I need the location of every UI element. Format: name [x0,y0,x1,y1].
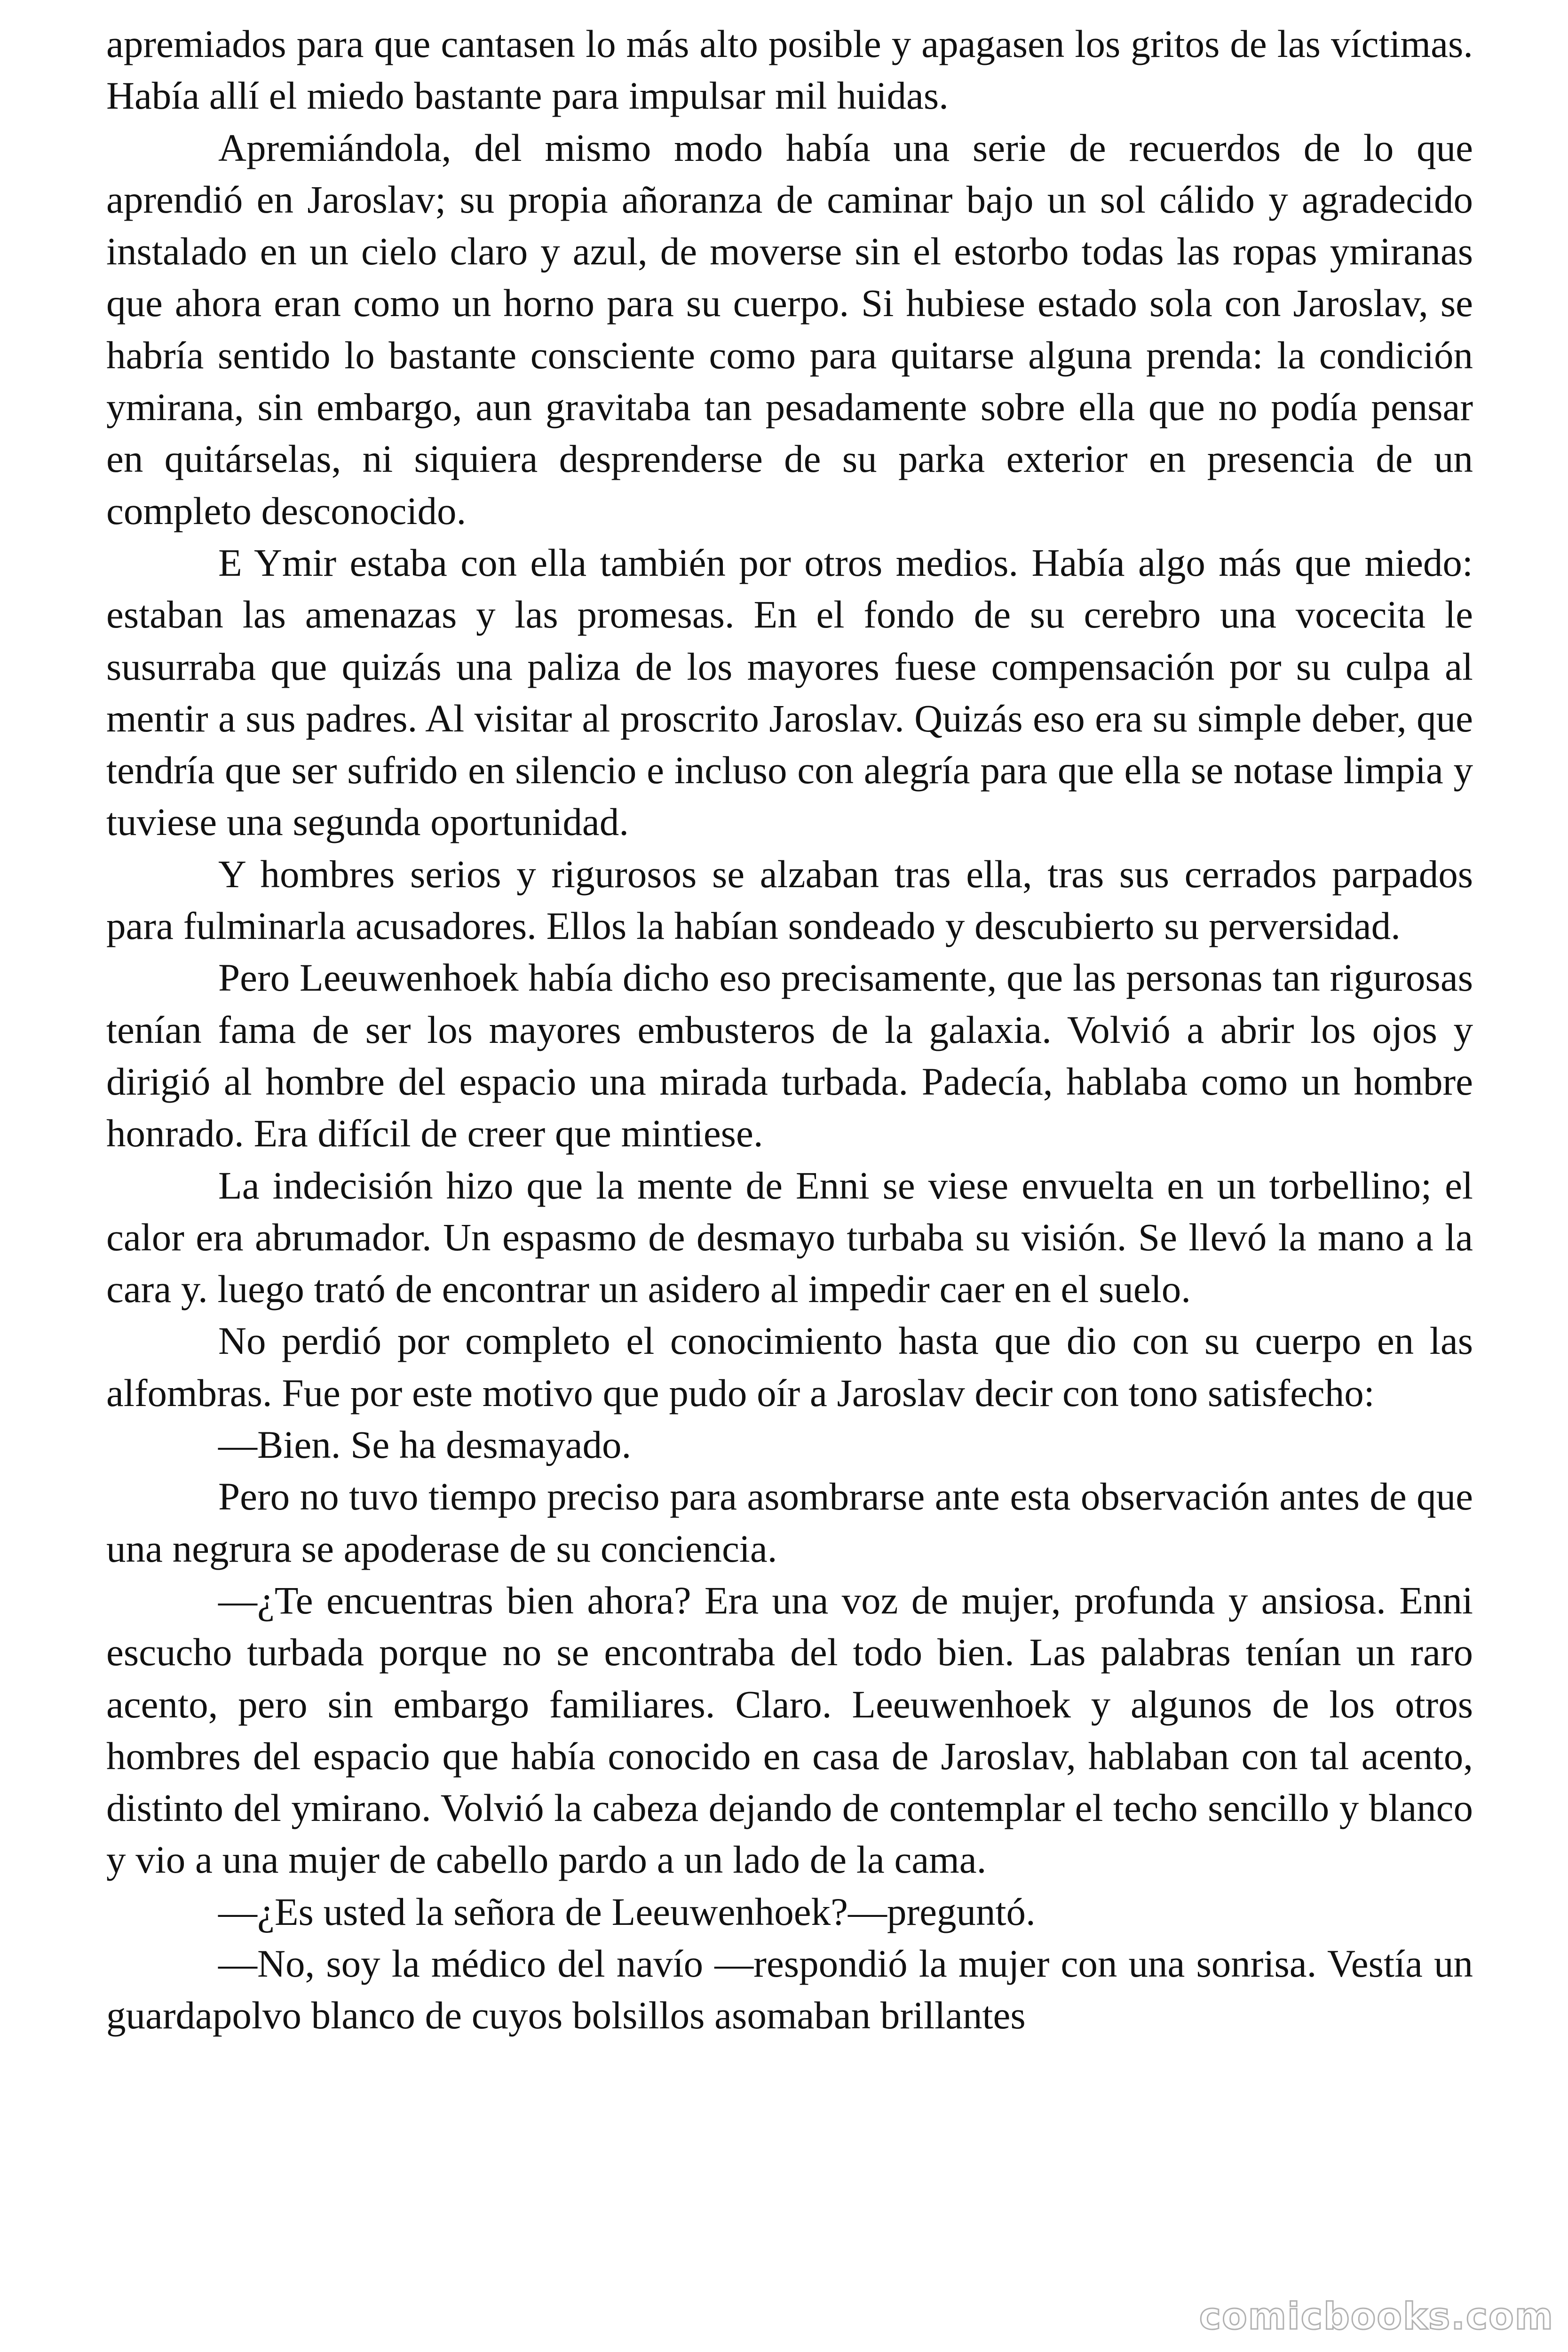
paragraph-11: —¿Es usted la señora de Leeuwenhoek?—preguntó. [218,1890,1036,1933]
paragraph-8: —Bien. Se ha desmayado. [218,1423,632,1467]
paragraph-1: apremiados para que cantasen lo más alto posible y apagasen los gritos de las víctimas. Había allí el miedo bastante para impulsar mil huidas. [106,22,1473,118]
watermark: comicbooks.com [1199,2296,1554,2338]
document-page [106,18,1473,2042]
paragraph-12: —No, soy la médico del navío —respondió la mujer con una sonrisa. Vestía un guardapolvo blanco de cuyos bolsillos asomaban brillantes [106,1941,1473,2037]
paragraph-6: La indecisión hizo que la mente de Enni se viese envuelta en un torbellino; el calor era abrumador. Un espasmo de desmayo turbaba su visión. Se llevó la mano a la cara y. luego trató de encontrar un asidero al impedir caer en el suelo. [106,1163,1473,1311]
paragraph-4: Y hombres serios y rigurosos se alzaban tras ella, tras sus cerrados parpados para fulminarla acusadores. Ellos la habían sondeado y descubierto su perversidad. [106,852,1473,948]
paragraph-10: —¿Te encuentras bien ahora? Era una voz de mujer, profunda y ansiosa. Enni escucho turbada porque no se encontraba del todo bien. Las palabras tenían un raro acento, pero sin embargo familiares. Claro. Leeuwenhoek y algunos de los otros hombres del espacio que había conocido en casa de Jaroslav, hablaban con tal acento, distinto del ymirano. Volvió la cabeza dejando de contemplar el techo sencillo y blanco y vio a una mujer de cabello pardo a un lado de la cama. [106,1578,1473,1882]
paragraph-3: E Ymir estaba con ella también por otros medios. Había algo más que miedo: estaban las amenazas y las promesas. En el fondo de su cerebro una vocecita le susurraba que quizás una paliza de los mayores fuese compensación por su culpa al mentir a sus padres. Al visitar al proscrito Jaroslav. Quizás eso era su simple deber, que tendría que ser sufrido en silencio e incluso con alegría para que ella se notase limpia y tuviese una segunda oportunidad. [106,540,1473,844]
paragraph-2: Apremiándola, del mismo modo había una serie de recuerdos de lo que aprendió en Jaroslav; su propia añoranza de caminar bajo un sol cálido y agradecido instalado en un cielo claro y azul, de moverse sin el estorbo todas las ropas ymiranas que ahora eran como un horno para su cuerpo. Si hubiese estado sola con Jaroslav, se habría sentido lo bastante consciente como para quitarse alguna prenda: la condición ymirana, sin embargo, aun gravitaba tan pesadamente sobre ella que no podía pensar en quitárselas, ni siquiera desprenderse de su parka exterior en presencia de un completo desconocido. [106,126,1473,532]
paragraph-9: Pero no tuvo tiempo preciso para asombrarse ante esta observación antes de que una negrura se apoderase de su conciencia. [106,1475,1473,1570]
paragraph-5: Pero Leeuwenhoek había dicho eso precisamente, que las personas tan rigurosas tenían fama de ser los mayores embusteros de la galaxia. Volvió a abrir los ojos y dirigió al hombre del espacio una mirada turbada. Padecía, hablaba como un hombre honrado. Era difícil de creer que mintiese. [106,956,1473,1155]
paragraph-7: No perdió por completo el conocimiento hasta que dio con su cuerpo en las alfombras. Fue por este motivo que pudo oír a Jaroslav decir con tono satisfecho: [106,1319,1473,1414]
